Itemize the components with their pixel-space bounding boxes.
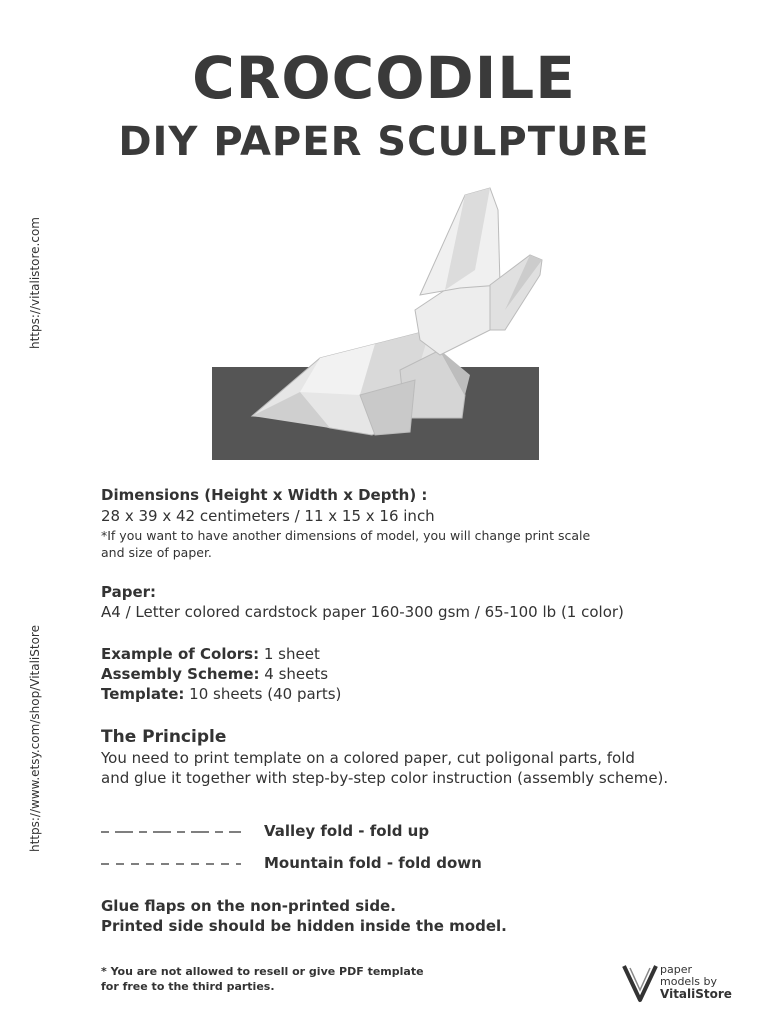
page-subtitle: DIY PAPER SCULPTURE bbox=[118, 119, 650, 165]
template-value: 10 sheets (40 parts) bbox=[184, 685, 342, 703]
assembly-label: Assembly Scheme: bbox=[101, 665, 260, 683]
disclaimer-line-2: for free to the third parties. bbox=[101, 980, 275, 993]
assembly-value: 4 sheets bbox=[259, 665, 329, 683]
dimensions-value: 28 x 39 x 42 centimeters / 11 x 15 x 16 inch bbox=[101, 507, 435, 525]
colors-value: 1 sheet bbox=[259, 645, 320, 663]
principle-line-1: You need to print template on a colored paper, cut poligonal parts, fold bbox=[101, 749, 635, 767]
dimensions-note-2: and size of paper. bbox=[101, 545, 212, 560]
template-line bbox=[101, 685, 341, 703]
website-link[interactable]: https://vitalistore.com bbox=[28, 217, 42, 349]
etsy-link[interactable]: https://www.etsy.com/shop/VitaliStore bbox=[28, 625, 42, 852]
logo-line-3: VitaliStore bbox=[660, 987, 732, 1001]
paper-label: Paper: bbox=[101, 583, 157, 601]
valley-fold-label: Valley fold - fold up bbox=[264, 822, 430, 840]
logo-line-1: paper bbox=[660, 963, 692, 976]
dimensions-label: Dimensions (Height x Width x Depth) : bbox=[101, 486, 428, 504]
colors-line bbox=[101, 645, 320, 663]
glue-line-1: Glue flaps on the non-printed side. bbox=[101, 897, 396, 915]
crocodile-model-image bbox=[200, 180, 550, 470]
disclaimer-line-1: * You are not allowed to resell or give PDF template bbox=[101, 965, 424, 978]
valley-fold-line-icon bbox=[101, 822, 246, 842]
glue-line-2: Printed side should be hidden inside the model. bbox=[101, 917, 507, 935]
paper-value: A4 / Letter colored cardstock paper 160-300 gsm / 65-100 lb (1 color) bbox=[101, 603, 624, 621]
mountain-fold-line-icon bbox=[101, 854, 246, 874]
mountain-fold-label: Mountain fold - fold down bbox=[264, 854, 482, 872]
principle-line-2: and glue it together with step-by-step color instruction (assembly scheme). bbox=[101, 769, 669, 787]
assembly-line bbox=[101, 665, 328, 683]
template-label: Template: bbox=[101, 685, 185, 703]
dimensions-note-1: *If you want to have another dimensions of model, you will change print scale bbox=[101, 528, 591, 543]
page-title: CROCODILE bbox=[192, 44, 576, 112]
logo-text bbox=[660, 964, 732, 1000]
principle-heading: The Principle bbox=[101, 727, 227, 747]
logo-line-2: models by bbox=[660, 975, 717, 988]
colors-label: Example of Colors: bbox=[101, 645, 260, 663]
